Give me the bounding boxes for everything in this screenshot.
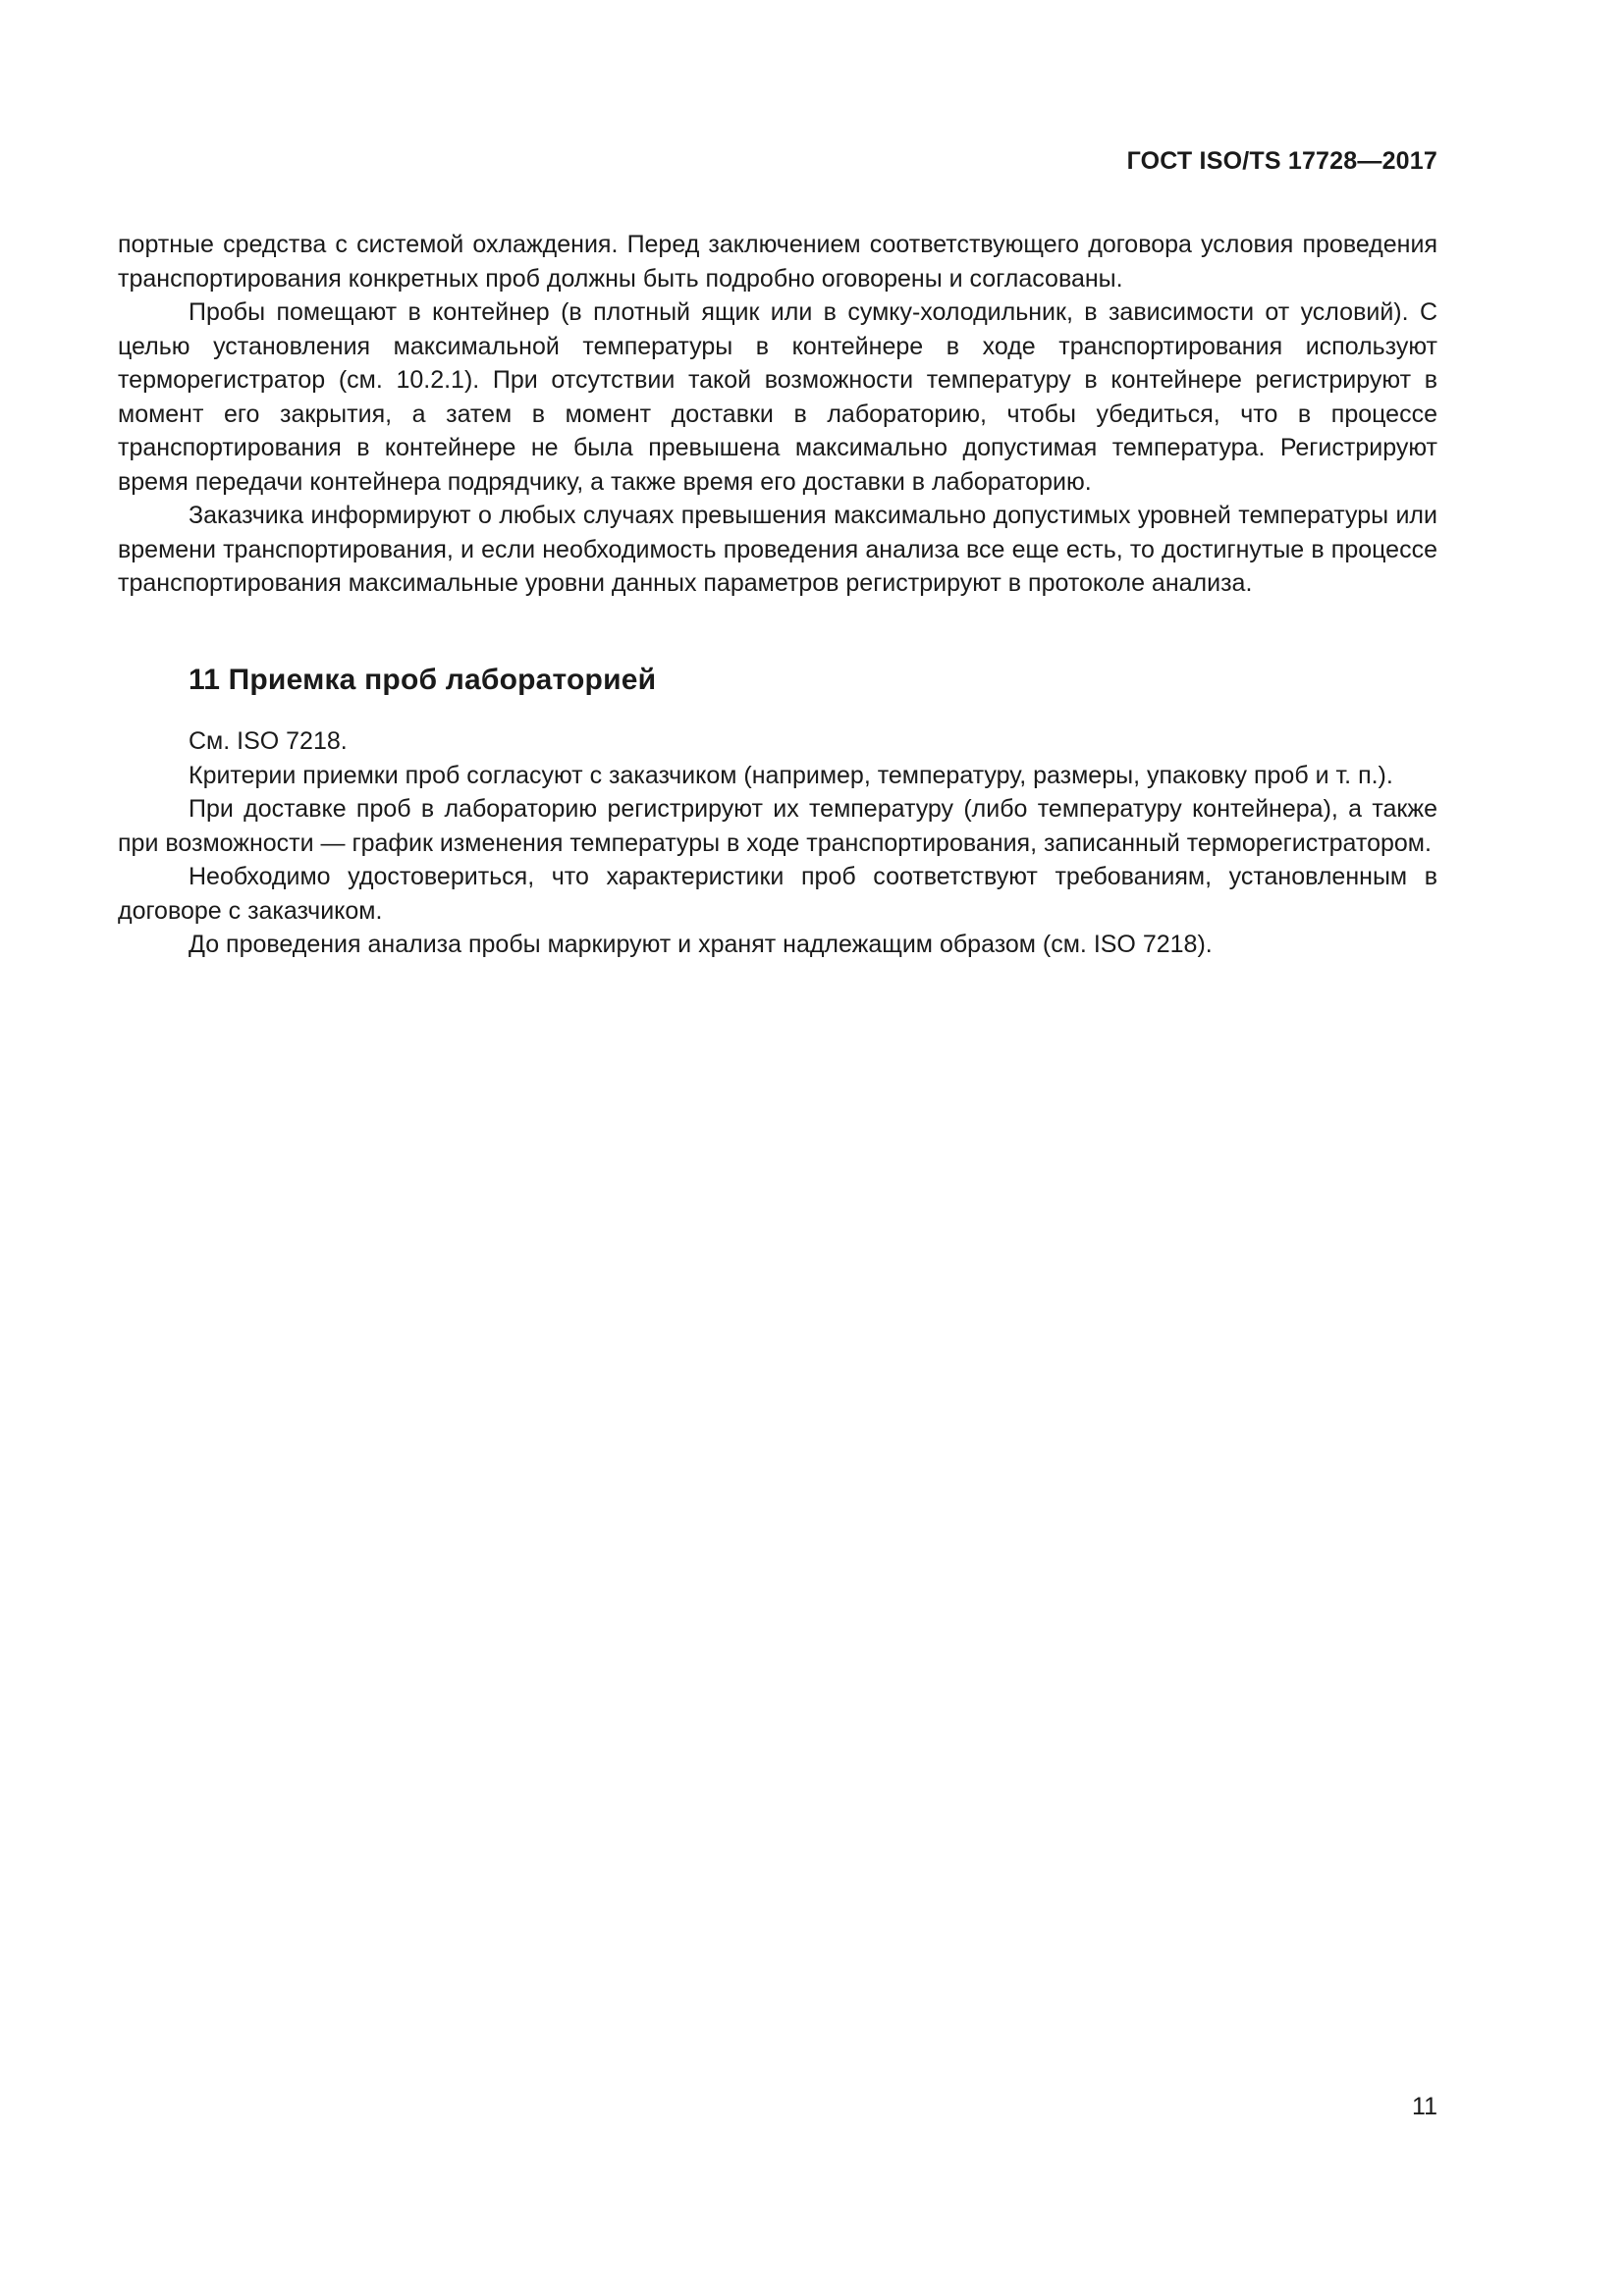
page-number: 11 [1412,2093,1437,2120]
paragraph-requirements-check: Необходимо удостовериться, что характеристики проб соответствуют требованиям, установленным в договоре с заказчиком. [118,863,1437,925]
paragraph-acceptance-criteria: Критерии приемки проб согласуют с заказчиком (например, температуру, размеры, упаковку проб и т. п.). [189,761,1393,789]
paragraph-continuation: портные средства с системой охлаждения. Перед заключением соответствующего договора условия проведения транспортирования конкретных проб должны быть подробно оговорены и согласованы. [118,231,1437,293]
section-heading: 11 Приемка проб лабораторией [189,664,657,696]
paragraph-storage: До проведения анализа пробы маркируют и хранят надлежащим образом (см. ISO 7218). [189,931,1213,958]
document-code-header: ГОСТ ISO/TS 17728—2017 [1126,147,1437,175]
section-text-block [118,724,1437,962]
paragraph-container-packing: Пробы помещают в контейнер (в плотный ящик или в сумку-холодильник, в зависимости от условий). С целью установления максимальной температуры в контейнере в ходе транспортирования используют терморегистратор (см. 10.2.1). При отсутствии такой возможности температуру в контейнере регистрируют в момент его закрытия, а затем в момент доставки в лабораторию, чтобы убедиться, что в процессе транспортирования в контейнере не была превышена максимально допустимая температура. Регистрируют время передачи контейнера подрядчику, а также время его доставки в лабораторию. [118,298,1437,496]
paragraph-reference: См. ISO 7218. [189,727,348,755]
paragraph-customer-notification: Заказчика информируют о любых случаях превышения максимально допустимых уровней температуры или времени транспортирования, и если необходимость проведения анализа все еще есть, то достигнутые в процессе транспортирования максимальные уровни данных параметров регистрируют в протоколе анализа. [118,502,1437,597]
intro-text-block [118,228,1437,601]
paragraph-delivery-temperature: При доставке проб в лабораторию регистрируют их температуру (либо температуру контейнера), а также при возможности — график изменения температуры в ходе транспортирования, записанный терморегистратором. [118,795,1437,857]
